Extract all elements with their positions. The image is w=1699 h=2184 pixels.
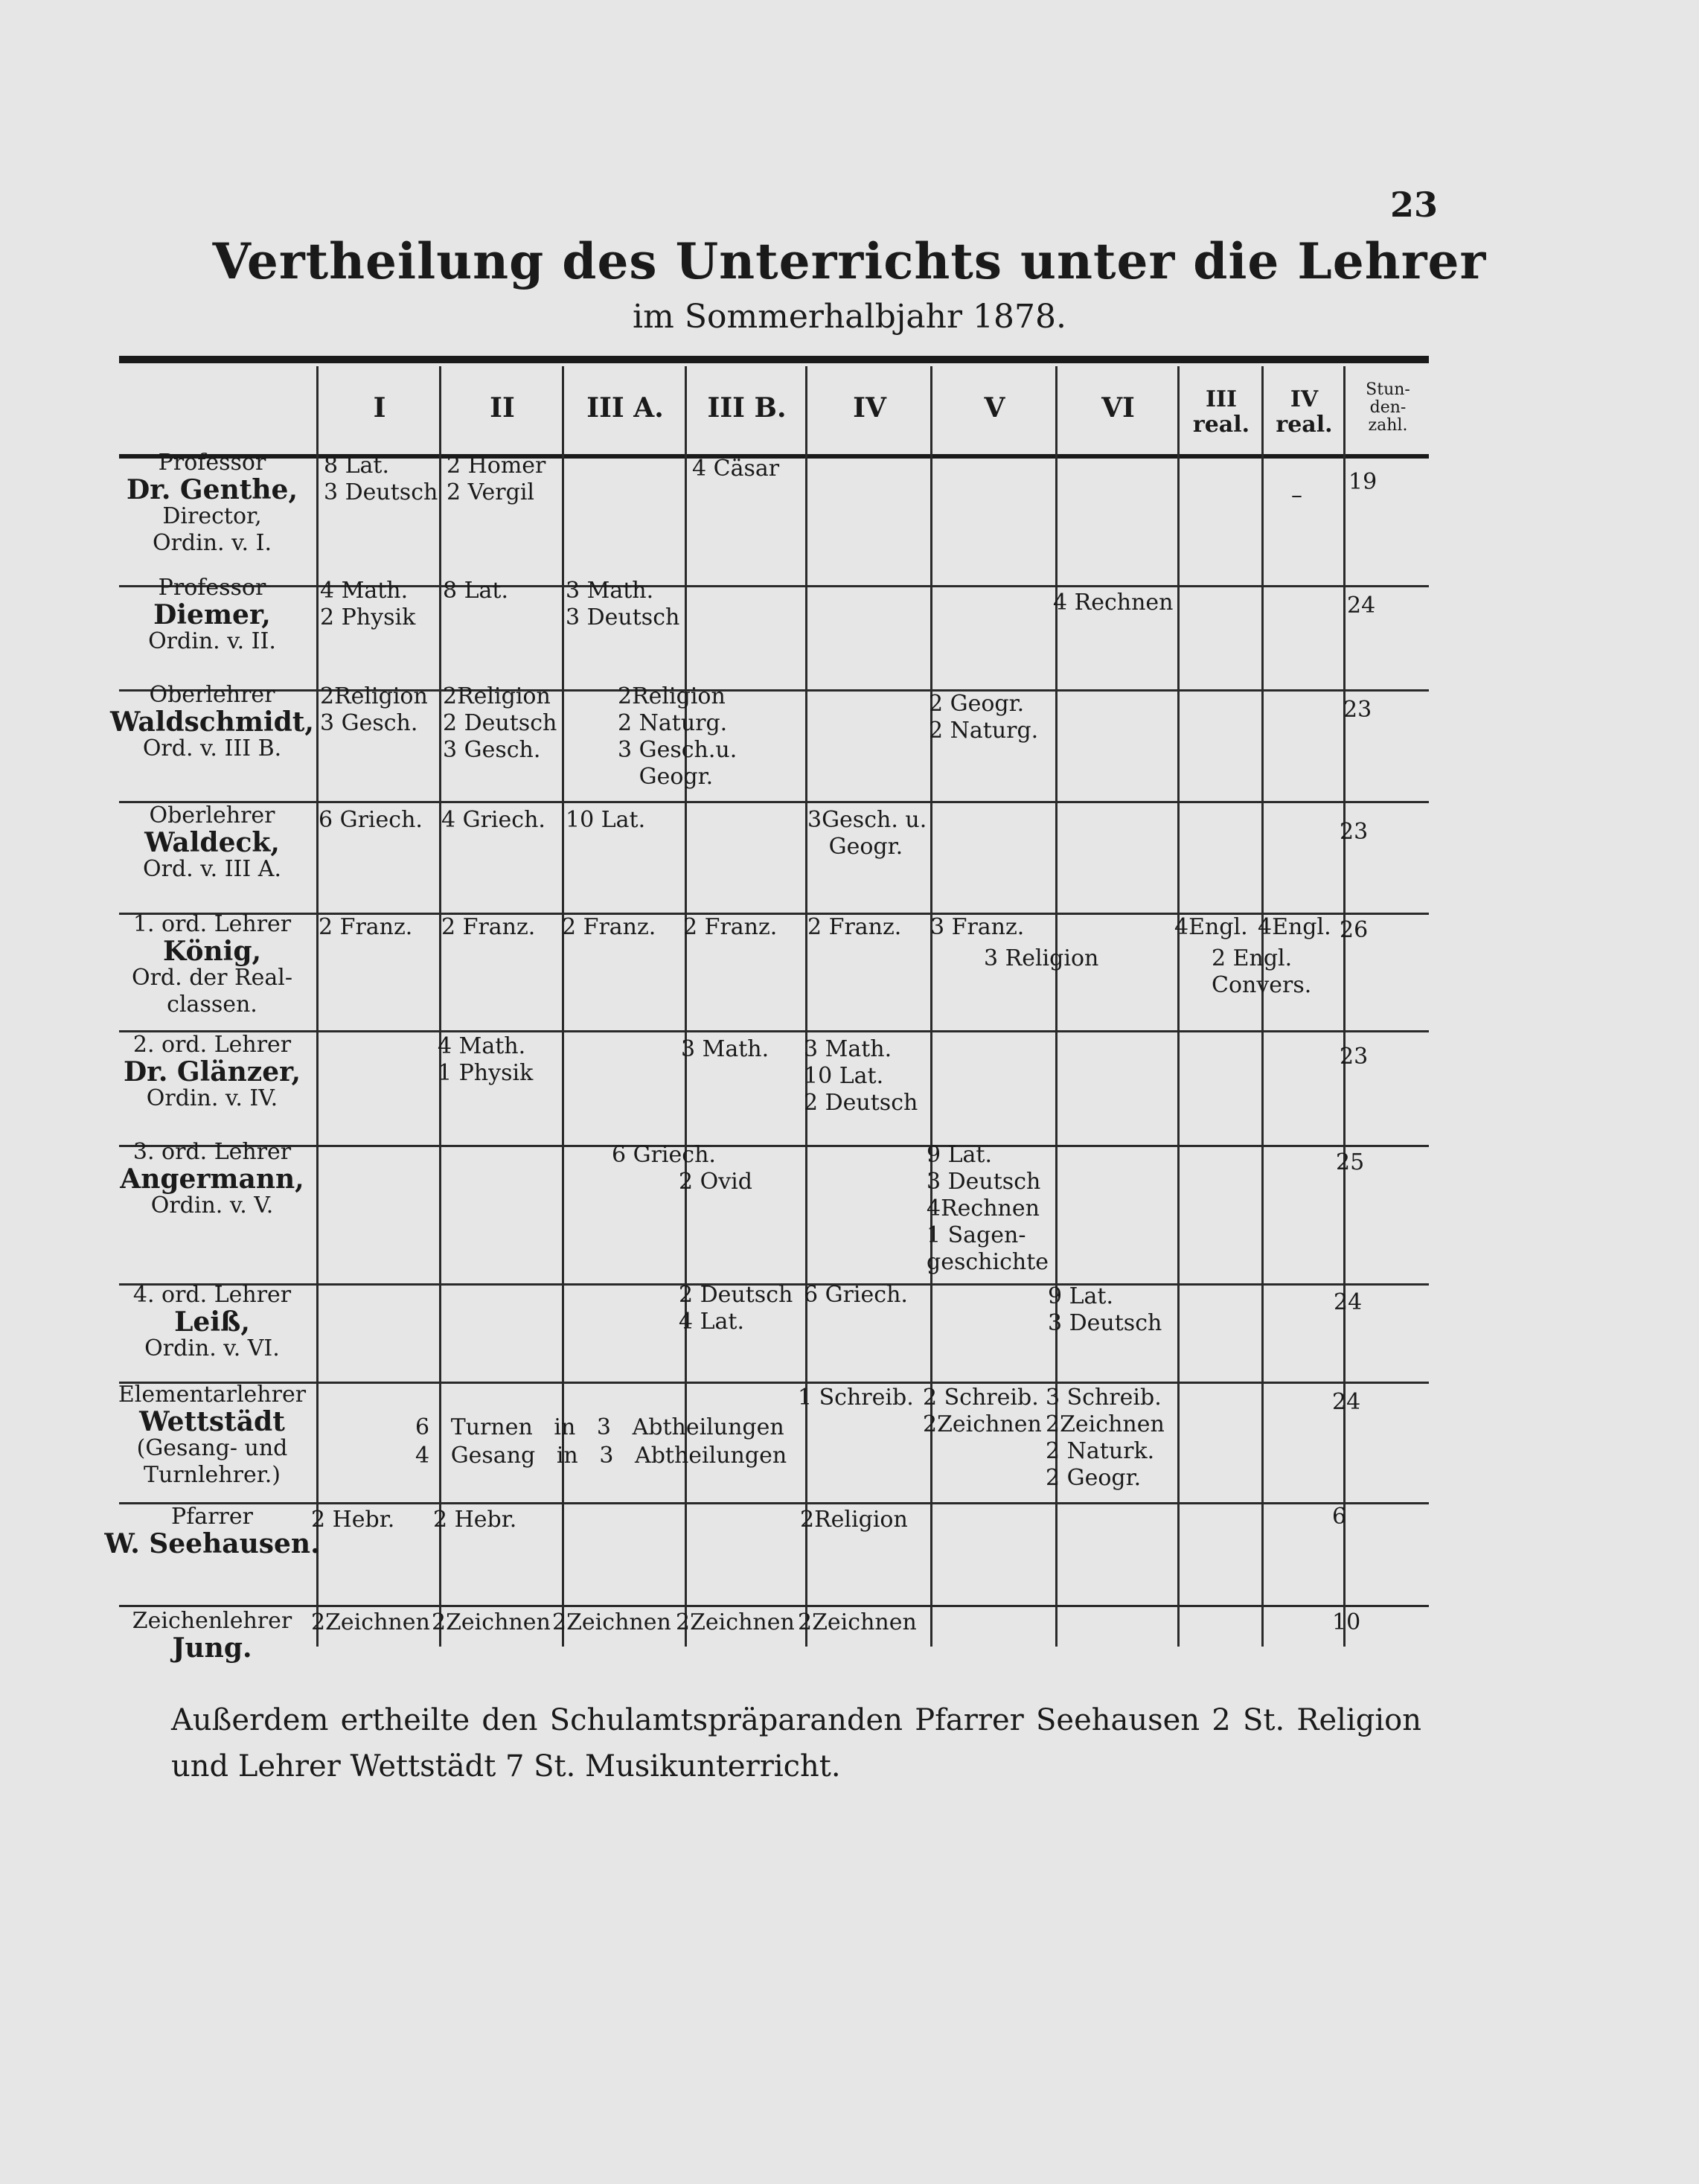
hours-total: 10 bbox=[1332, 1609, 1361, 1635]
lesson-cell: 2 Franz. bbox=[441, 914, 536, 940]
teacher-ordinariat: Ordin. v. V. bbox=[150, 1192, 274, 1219]
lesson-cell: 3Gesch. u. Geogr. bbox=[807, 807, 927, 860]
lesson-cell: 4 Rechnen bbox=[1053, 590, 1174, 616]
lesson-cell: 8 Lat. 3 Deutsch bbox=[324, 453, 438, 505]
page-number: 23 bbox=[1390, 185, 1439, 225]
col-header-IV-real-bottom: real. bbox=[1276, 412, 1333, 438]
lesson-cell: 2Zeichnen bbox=[798, 1609, 917, 1635]
lesson-cell: 2 Franz. bbox=[807, 914, 902, 940]
hours-total: 24 bbox=[1332, 1389, 1361, 1415]
col-header-III-real-top: III bbox=[1205, 386, 1238, 412]
lesson-cell: 6 Griech. bbox=[804, 1282, 908, 1308]
teacher-name: Wettstädt bbox=[139, 1406, 285, 1437]
lesson-cell: 3 Math. 3 Deutsch bbox=[566, 578, 680, 630]
teacher-ordinariat: Ord. v. III B. bbox=[142, 735, 282, 761]
teacher-name: Dr. Genthe, bbox=[126, 474, 298, 505]
teacher-cell bbox=[104, 802, 320, 883]
col-header-IV-real bbox=[1265, 387, 1343, 438]
teacher-name: W. Seehausen. bbox=[104, 1528, 320, 1559]
lesson-cell: 4 Cäsar bbox=[692, 456, 780, 482]
lesson-cell: 3 Math. bbox=[681, 1036, 769, 1062]
row-divider bbox=[119, 1605, 1429, 1607]
lesson-cell: 2Religion 2 Naturg. 3 Gesch.u. Geogr. bbox=[618, 683, 737, 790]
page-title: Vertheilung des Unterrichts unter die Lehrer bbox=[212, 232, 1487, 290]
lesson-cell: 2 Geogr. 2 Naturg. bbox=[929, 691, 1039, 744]
lesson-cell: 8 Lat. bbox=[443, 578, 509, 604]
teacher-ordinariat: Ordin. v. II. bbox=[148, 628, 276, 654]
lesson-cell: 2 Engl. Convers. bbox=[1212, 945, 1312, 998]
teacher-title: Zeichenlehrer bbox=[132, 1608, 292, 1634]
lesson-cell: 2 Ovid bbox=[679, 1169, 752, 1195]
teacher-ordinariat: Ordin. v. IV. bbox=[146, 1085, 278, 1111]
col-header-stundenzahl bbox=[1347, 381, 1429, 435]
lesson-cell: 2 Schreib. 2Zeichnen bbox=[923, 1385, 1042, 1437]
teacher-name: Jung. bbox=[172, 1632, 252, 1664]
teacher-ordinariat: Ordin. v. I. bbox=[153, 530, 272, 556]
teacher-cell bbox=[104, 1504, 320, 1557]
teacher-cell bbox=[104, 1608, 320, 1664]
teacher-note-cont: Turnlehrer.) bbox=[143, 1462, 281, 1488]
teacher-role: Director, bbox=[162, 503, 262, 529]
col-header-V: V bbox=[984, 392, 1005, 424]
column-divider bbox=[1343, 366, 1346, 1647]
lesson-cell: 2 Hebr. bbox=[433, 1507, 517, 1533]
lesson-cell: 6 Griech. bbox=[319, 807, 423, 833]
hours-total: 24 bbox=[1347, 593, 1376, 619]
lesson-cell: 4 Math. 2 Physik bbox=[320, 578, 416, 630]
hours-total: 25 bbox=[1336, 1149, 1365, 1175]
lesson-cell: 4Engl. bbox=[1258, 914, 1331, 940]
lesson-cell: 6 Griech. bbox=[612, 1142, 716, 1168]
teacher-cell bbox=[104, 1139, 320, 1219]
teacher-ordinariat-cont: classen. bbox=[167, 992, 257, 1018]
teacher-title: Pfarrer bbox=[171, 1504, 253, 1530]
teacher-name: Diemer, bbox=[153, 599, 271, 630]
lesson-cell: 2Zeichnen bbox=[676, 1609, 795, 1635]
lesson-cell: 2 Deutsch 4 Lat. bbox=[679, 1282, 793, 1335]
teacher-title: 1. ord. Lehrer bbox=[132, 911, 292, 937]
lesson-cell: 9 Lat. 3 Deutsch 4Rechnen 1 Sagen- geschichte bbox=[927, 1142, 1049, 1275]
teacher-title: Oberlehrer bbox=[149, 682, 275, 708]
lesson-cell: 2Zeichnen bbox=[311, 1609, 430, 1635]
teacher-name: Dr. Glänzer, bbox=[123, 1056, 301, 1088]
hours-total: 23 bbox=[1343, 697, 1372, 723]
lesson-cell: 2 Franz. bbox=[683, 914, 778, 940]
teacher-cell bbox=[104, 911, 320, 1018]
lesson-cell: 10 Lat. bbox=[566, 807, 646, 833]
lesson-cell: 2Religion bbox=[800, 1507, 908, 1533]
lesson-cell: 9 Lat. 3 Deutsch bbox=[1048, 1283, 1162, 1336]
column-divider bbox=[805, 366, 807, 1647]
teacher-ordinariat: Ord. der Real- bbox=[131, 965, 292, 991]
hours-total: 26 bbox=[1340, 917, 1369, 943]
teacher-title: Oberlehrer bbox=[149, 802, 275, 828]
teacher-ordinariat: Ordin. v. VI. bbox=[144, 1335, 280, 1361]
teacher-name: König, bbox=[162, 936, 262, 967]
teacher-title: Elementarlehrer bbox=[118, 1382, 307, 1408]
col-header-IV-real-top: IV bbox=[1290, 386, 1319, 412]
hours-total: 6 bbox=[1332, 1504, 1347, 1530]
lesson-cell: 3 Math. 10 Lat. 2 Deutsch bbox=[804, 1036, 918, 1116]
col-header-IV: IV bbox=[853, 392, 886, 424]
lesson-span-cell: 6 Turnen in 3 Abtheilungen bbox=[415, 1414, 784, 1440]
lesson-cell: 3 Religion bbox=[984, 945, 1099, 971]
lesson-cell: 2Zeichnen bbox=[432, 1609, 551, 1635]
col-header-stundenzahl-3: zahl. bbox=[1368, 416, 1408, 435]
lesson-span-cell: 4 Gesang in 3 Abtheilungen bbox=[415, 1443, 787, 1469]
lesson-cell: 1 Schreib. bbox=[798, 1385, 914, 1411]
teacher-cell bbox=[104, 1282, 320, 1362]
col-header-I: I bbox=[373, 392, 386, 424]
col-header-VI: VI bbox=[1101, 392, 1135, 424]
col-header-II: II bbox=[490, 392, 515, 424]
lesson-cell: 3 Franz. bbox=[930, 914, 1025, 940]
lesson-cell: 2 Homer 2 Vergil bbox=[447, 453, 546, 505]
hours-total: 19 bbox=[1348, 469, 1378, 495]
footnote: Außerdem ertheilte den Schulamtspräparanden Pfarrer Seehausen 2 St. Religion und Lehrer Wettstädt 7 St. Musikunterricht. bbox=[171, 1703, 1421, 1784]
teacher-title: Professor bbox=[158, 575, 266, 601]
teacher-cell bbox=[104, 450, 320, 557]
table-top-rule bbox=[119, 356, 1429, 363]
teacher-cell bbox=[104, 575, 320, 655]
teacher-title: Professor bbox=[158, 450, 266, 476]
column-divider bbox=[1261, 366, 1264, 1647]
teacher-name: Waldeck, bbox=[144, 827, 280, 858]
teacher-name: Angermann, bbox=[120, 1163, 304, 1195]
col-header-stundenzahl-1: Stun- bbox=[1366, 380, 1410, 399]
teacher-title: 2. ord. Lehrer bbox=[132, 1032, 292, 1058]
col-header-stundenzahl-2: den- bbox=[1369, 398, 1407, 417]
lesson-cell: 2Religion 2 Deutsch 3 Gesch. bbox=[443, 683, 557, 763]
lesson-cell: 4Engl. bbox=[1174, 914, 1248, 940]
teacher-name: Leiß, bbox=[174, 1306, 250, 1338]
teacher-cell bbox=[104, 1382, 320, 1489]
teacher-ordinariat: Ord. v. III A. bbox=[143, 856, 281, 882]
lesson-cell: 2Zeichnen bbox=[552, 1609, 671, 1635]
lesson-cell: 2 Franz. bbox=[319, 914, 413, 940]
lesson-cell: 2Religion 3 Gesch. bbox=[320, 683, 428, 736]
hours-total: 23 bbox=[1340, 1044, 1369, 1070]
column-divider bbox=[1177, 366, 1180, 1647]
lesson-cell: 3 Schreib. 2Zeichnen 2 Naturk. 2 Geogr. bbox=[1046, 1385, 1165, 1491]
teacher-name: Waldschmidt, bbox=[110, 706, 314, 738]
col-header-III-real bbox=[1181, 387, 1261, 438]
teacher-note: (Gesang- und bbox=[136, 1435, 288, 1461]
teacher-cell bbox=[104, 682, 320, 762]
col-header-IIIA: III A. bbox=[586, 392, 664, 424]
hours-total: 23 bbox=[1340, 819, 1369, 845]
teacher-title: 3. ord. Lehrer bbox=[132, 1139, 292, 1165]
column-divider bbox=[930, 366, 932, 1647]
lesson-cell: 2 Franz. bbox=[562, 914, 656, 940]
teacher-cell bbox=[104, 1032, 320, 1112]
lesson-cell: – bbox=[1291, 482, 1302, 508]
lesson-cell: 4 Math. 1 Physik bbox=[438, 1033, 534, 1086]
col-header-III-real-bottom: real. bbox=[1192, 412, 1250, 438]
col-header-IIIB: III B. bbox=[707, 392, 787, 424]
lesson-cell: 2 Hebr. bbox=[311, 1507, 395, 1533]
lesson-cell: 4 Griech. bbox=[441, 807, 545, 833]
teacher-title: 4. ord. Lehrer bbox=[132, 1282, 292, 1308]
page-subtitle: im Sommerhalbjahr 1878. bbox=[633, 298, 1066, 336]
hours-total: 24 bbox=[1334, 1289, 1363, 1315]
